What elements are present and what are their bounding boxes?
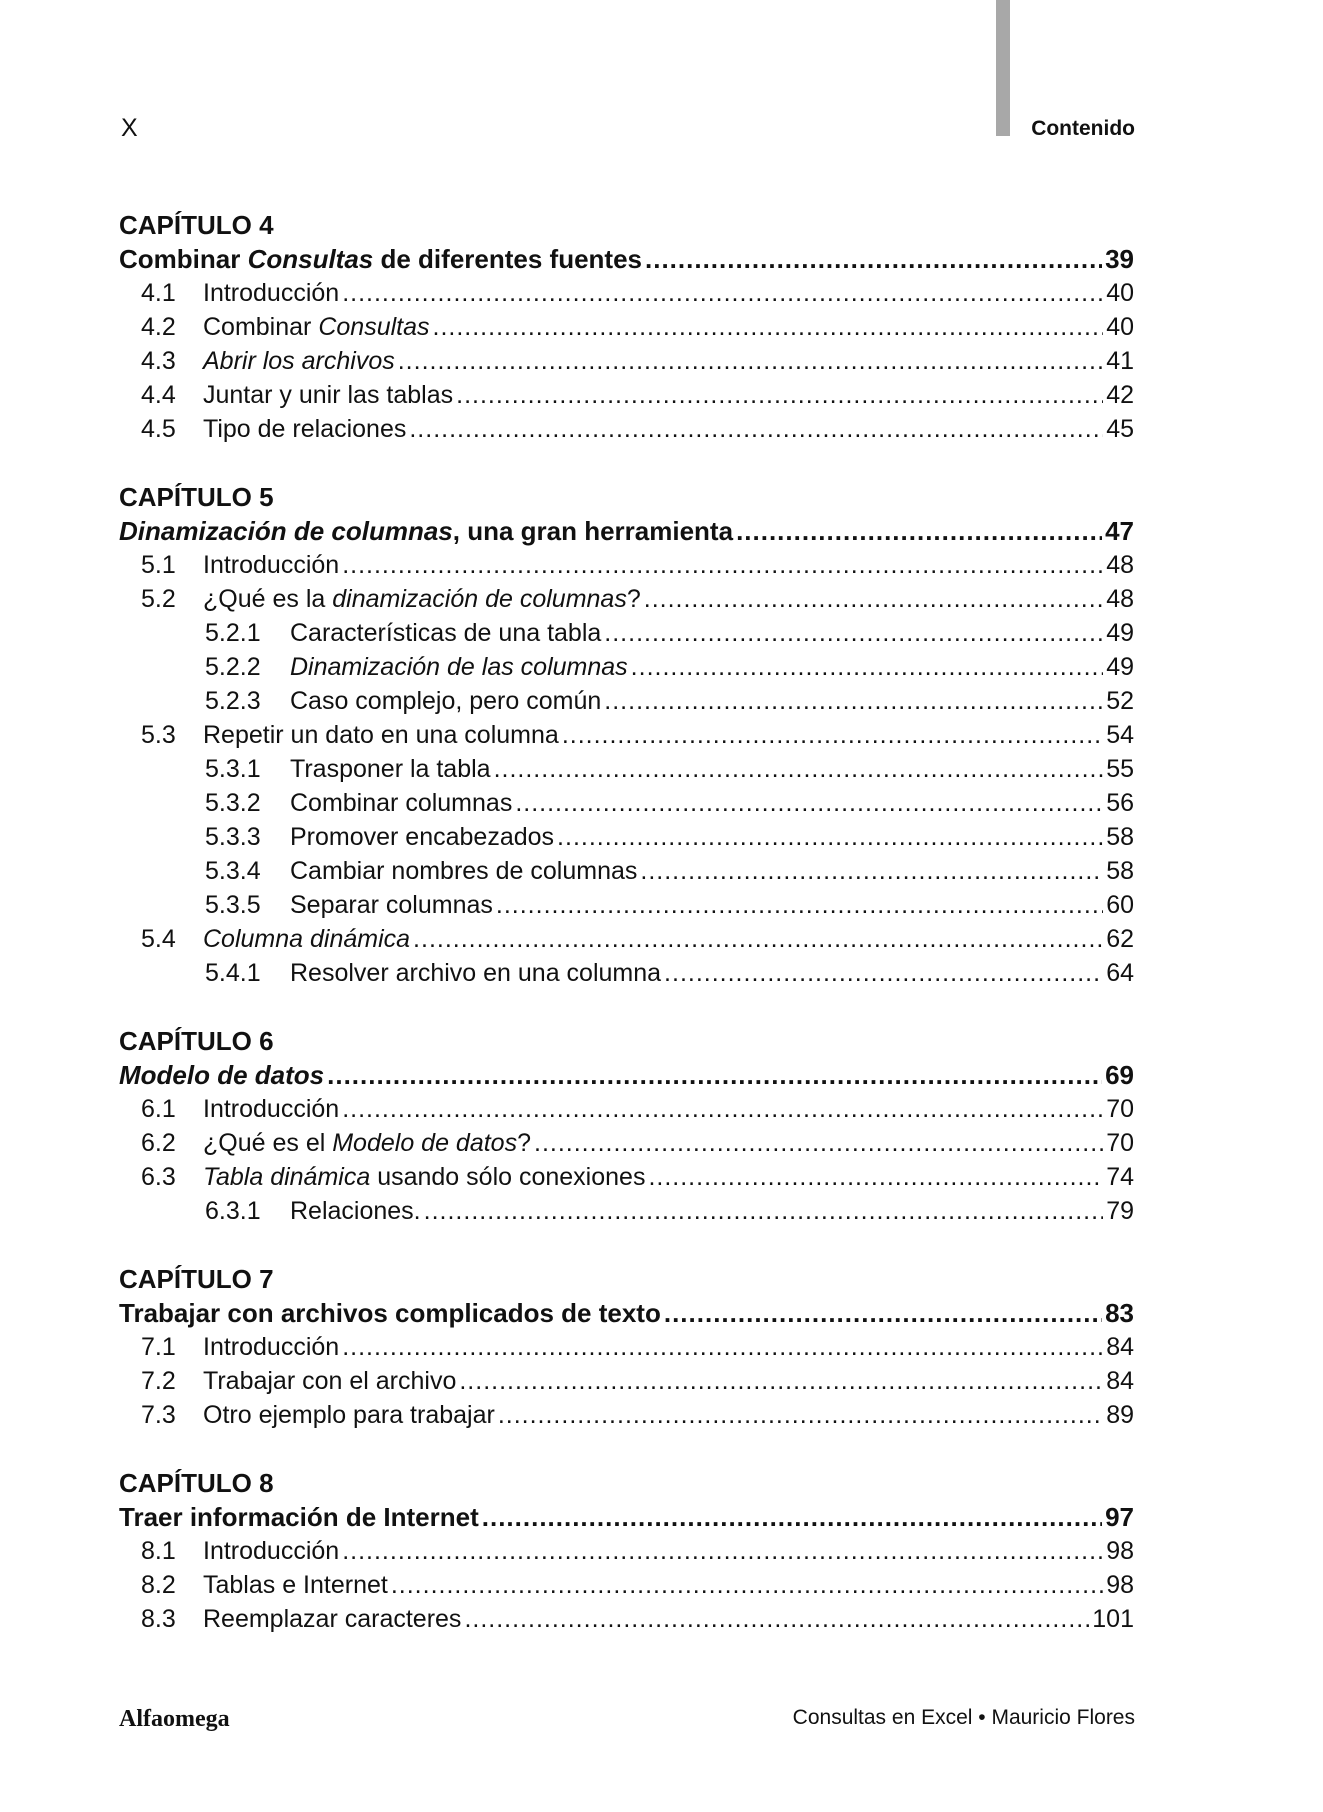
toc-entry bbox=[119, 1568, 1134, 1602]
entry-title bbox=[119, 1058, 324, 1092]
toc-entry bbox=[119, 1398, 1134, 1432]
entry-title bbox=[203, 412, 406, 446]
section-number: 5.2.2 bbox=[205, 653, 261, 681]
title-text: Tablas e Internet bbox=[203, 1571, 388, 1599]
title-text: ¿Qué es el bbox=[203, 1129, 333, 1157]
toc-entry bbox=[119, 412, 1134, 446]
dot-leader bbox=[459, 1364, 1103, 1398]
page-edge-tab bbox=[996, 0, 1010, 136]
section-number: 5.4 bbox=[141, 925, 176, 953]
dot-leader bbox=[456, 378, 1103, 412]
title-text-after: ? bbox=[517, 1129, 531, 1157]
dot-leader bbox=[664, 1296, 1102, 1330]
section-number: 8.3 bbox=[141, 1605, 176, 1633]
section-number: 6.1 bbox=[141, 1095, 176, 1123]
dot-leader bbox=[342, 1330, 1103, 1364]
entry-title bbox=[290, 956, 661, 990]
dot-leader bbox=[631, 650, 1104, 684]
dot-leader bbox=[433, 310, 1104, 344]
page-ref: 98 bbox=[1106, 1571, 1134, 1599]
entry-title bbox=[119, 1296, 661, 1330]
page-ref: 60 bbox=[1106, 891, 1134, 919]
page-ref: 84 bbox=[1106, 1333, 1134, 1361]
page-ref: 89 bbox=[1106, 1401, 1134, 1429]
title-text-after: usando sólo conexiones bbox=[370, 1163, 646, 1191]
dot-leader bbox=[464, 1602, 1089, 1636]
section-number: 7.3 bbox=[141, 1401, 176, 1429]
section-number: 5.2.3 bbox=[205, 687, 261, 715]
entry-title bbox=[203, 582, 641, 616]
section-number: 7.1 bbox=[141, 1333, 176, 1361]
section-number: 7.2 bbox=[141, 1367, 176, 1395]
section-number: 4.3 bbox=[141, 347, 176, 375]
chapter-label: CAPÍTULO 4 bbox=[119, 210, 274, 240]
page-ref: 52 bbox=[1106, 687, 1134, 715]
title-text: Separar columnas bbox=[290, 891, 493, 919]
dot-leader bbox=[424, 1194, 1104, 1228]
chapter-block bbox=[119, 208, 1134, 446]
section-number: 5.3 bbox=[141, 721, 176, 749]
dot-leader bbox=[644, 582, 1103, 616]
title-text: Introducción bbox=[203, 1537, 340, 1565]
dot-leader bbox=[342, 276, 1103, 310]
dot-leader bbox=[604, 616, 1103, 650]
table-of-contents bbox=[119, 208, 1134, 1670]
title-italic: Tabla dinámica bbox=[203, 1163, 371, 1191]
section-number: 4.2 bbox=[141, 313, 176, 341]
dot-leader bbox=[496, 888, 1103, 922]
dot-leader bbox=[413, 922, 1103, 956]
dot-leader bbox=[604, 684, 1103, 718]
chapter-block bbox=[119, 1262, 1134, 1432]
section-number: 6.3 bbox=[141, 1163, 176, 1191]
page-ref: 70 bbox=[1106, 1095, 1134, 1123]
title-text: Trasponer la tabla bbox=[290, 755, 491, 783]
entry-title bbox=[203, 1534, 339, 1568]
page-ref: 47 bbox=[1105, 516, 1134, 546]
title-italic: Modelo de datos bbox=[332, 1129, 518, 1157]
entry-title bbox=[203, 1364, 456, 1398]
title-text-after: ? bbox=[626, 585, 641, 613]
entry-title bbox=[290, 786, 512, 820]
page-number: X bbox=[121, 114, 139, 142]
title-text: Relaciones. bbox=[290, 1197, 421, 1225]
section-number: 5.3.1 bbox=[205, 755, 261, 783]
entry-title bbox=[119, 242, 642, 276]
dot-leader bbox=[409, 412, 1103, 446]
section-number: 5.3.3 bbox=[205, 823, 261, 851]
page-ref: 64 bbox=[1106, 959, 1134, 987]
dot-leader bbox=[648, 1160, 1103, 1194]
page-ref: 101 bbox=[1092, 1605, 1134, 1633]
entry-title bbox=[203, 718, 559, 752]
dot-leader bbox=[482, 1500, 1102, 1534]
entry-title bbox=[203, 1330, 339, 1364]
title-text: Tipo de relaciones bbox=[203, 415, 407, 443]
chapter-block bbox=[119, 1024, 1134, 1228]
toc-entry bbox=[119, 276, 1134, 310]
page-ref: 98 bbox=[1106, 1537, 1134, 1565]
chapter-title-row bbox=[119, 1296, 1134, 1330]
toc-entry bbox=[119, 1534, 1134, 1568]
toc-entry bbox=[119, 956, 1134, 990]
entry-title bbox=[203, 548, 339, 582]
page-ref: 49 bbox=[1106, 619, 1134, 647]
page-ref: 45 bbox=[1106, 415, 1134, 443]
toc-entry bbox=[119, 616, 1134, 650]
page-ref: 49 bbox=[1106, 653, 1134, 681]
title-italic: Consultas bbox=[318, 313, 430, 341]
section-number: 4.5 bbox=[141, 415, 176, 443]
entry-title bbox=[203, 1092, 339, 1126]
entry-title bbox=[203, 922, 410, 956]
book-credit: Consultas en Excel • Mauricio Flores bbox=[792, 1706, 1135, 1729]
title-text: Trabajar con archivos complicados de texto bbox=[119, 1298, 661, 1328]
entry-title bbox=[290, 820, 554, 854]
title-text: Caso complejo, pero común bbox=[290, 687, 602, 715]
title-italic: dinamización de columnas bbox=[332, 585, 627, 613]
page-ref: 40 bbox=[1106, 279, 1134, 307]
entry-title bbox=[119, 1500, 479, 1534]
toc-entry bbox=[119, 1330, 1134, 1364]
dot-leader bbox=[515, 786, 1103, 820]
section-number: 4.1 bbox=[141, 279, 176, 307]
entry-title bbox=[290, 684, 601, 718]
entry-title bbox=[203, 310, 430, 344]
toc-entry bbox=[119, 310, 1134, 344]
dot-leader bbox=[342, 548, 1103, 582]
entry-title bbox=[203, 344, 395, 378]
page-ref: 62 bbox=[1106, 925, 1134, 953]
dot-leader bbox=[342, 1092, 1103, 1126]
section-number: 8.1 bbox=[141, 1537, 176, 1565]
title-text: Resolver archivo en una columna bbox=[290, 959, 662, 987]
dot-leader bbox=[664, 956, 1103, 990]
page-ref: 42 bbox=[1106, 381, 1134, 409]
title-text: Combinar columnas bbox=[290, 789, 513, 817]
chapter-block bbox=[119, 1466, 1134, 1636]
title-text: Introducción bbox=[203, 551, 340, 579]
entry-title bbox=[203, 276, 339, 310]
section-number: 5.3.4 bbox=[205, 857, 261, 885]
running-header: Contenido bbox=[1031, 117, 1135, 140]
dot-leader bbox=[391, 1568, 1103, 1602]
toc-entry bbox=[119, 718, 1134, 752]
title-italic: Modelo de datos bbox=[119, 1060, 325, 1090]
entry-title bbox=[119, 514, 733, 548]
entry-title bbox=[203, 1568, 388, 1602]
entry-title bbox=[290, 752, 491, 786]
section-number: 6.2 bbox=[141, 1129, 176, 1157]
title-text: Combinar bbox=[203, 313, 319, 341]
chapter-title-row bbox=[119, 1058, 1134, 1092]
toc-entry bbox=[119, 1126, 1134, 1160]
section-number: 5.2.1 bbox=[205, 619, 261, 647]
page-ref: 58 bbox=[1106, 823, 1134, 851]
entry-title bbox=[203, 1126, 531, 1160]
toc-entry bbox=[119, 854, 1134, 888]
section-number: 8.2 bbox=[141, 1571, 176, 1599]
title-text: Trabajar con el archivo bbox=[203, 1367, 457, 1395]
dot-leader bbox=[398, 344, 1103, 378]
toc-entry bbox=[119, 922, 1134, 956]
title-text: Reemplazar caracteres bbox=[203, 1605, 462, 1633]
page-ref: 69 bbox=[1105, 1060, 1134, 1090]
dot-leader bbox=[534, 1126, 1103, 1160]
entry-title bbox=[290, 854, 637, 888]
page-ref: 83 bbox=[1105, 1298, 1134, 1328]
toc-entry bbox=[119, 344, 1134, 378]
toc-entry bbox=[119, 1364, 1134, 1398]
chapter-title-row bbox=[119, 1500, 1134, 1534]
title-text: Introducción bbox=[203, 279, 340, 307]
title-text-after: de diferentes fuentes bbox=[373, 244, 642, 274]
title-text: Repetir un dato en una columna bbox=[203, 721, 559, 749]
toc-entry bbox=[119, 1602, 1134, 1636]
toc-entry bbox=[119, 378, 1134, 412]
toc-entry bbox=[119, 548, 1134, 582]
entry-title bbox=[290, 650, 628, 684]
toc-entry bbox=[119, 786, 1134, 820]
dot-leader bbox=[498, 1398, 1103, 1432]
publisher-logo: Alfaomega bbox=[119, 1706, 230, 1732]
entry-title bbox=[203, 378, 453, 412]
chapter-label: CAPÍTULO 8 bbox=[119, 1468, 274, 1498]
title-text: Introducción bbox=[203, 1333, 340, 1361]
page-ref: 84 bbox=[1106, 1367, 1134, 1395]
page-ref: 40 bbox=[1106, 313, 1134, 341]
section-number: 5.3.2 bbox=[205, 789, 261, 817]
title-text: Juntar y unir las tablas bbox=[203, 381, 454, 409]
title-italic: Dinamización de las columnas bbox=[290, 653, 628, 681]
toc-entry bbox=[119, 1194, 1134, 1228]
section-number: 5.2 bbox=[141, 585, 176, 613]
title-text: Introducción bbox=[203, 1095, 340, 1123]
dot-leader bbox=[342, 1534, 1103, 1568]
title-text: Otro ejemplo para trabajar bbox=[203, 1401, 495, 1429]
dot-leader bbox=[327, 1058, 1102, 1092]
dot-leader bbox=[640, 854, 1103, 888]
page-ref: 54 bbox=[1106, 721, 1134, 749]
toc-entry bbox=[119, 582, 1134, 616]
title-italic: Abrir los archivos bbox=[203, 347, 395, 375]
section-number: 5.4.1 bbox=[205, 959, 261, 987]
section-number: 4.4 bbox=[141, 381, 176, 409]
toc-entry bbox=[119, 888, 1134, 922]
title-text-after: , una gran herramienta bbox=[452, 516, 734, 546]
toc-entry bbox=[119, 1092, 1134, 1126]
page-ref: 39 bbox=[1105, 244, 1134, 274]
page-ref: 48 bbox=[1106, 551, 1134, 579]
page-ref: 79 bbox=[1106, 1197, 1134, 1225]
toc-entry bbox=[119, 752, 1134, 786]
title-text: Combinar bbox=[119, 244, 248, 274]
title-text: Características de una tabla bbox=[290, 619, 602, 647]
chapter-label: CAPÍTULO 5 bbox=[119, 482, 274, 512]
title-italic: Columna dinámica bbox=[203, 925, 411, 953]
section-number: 5.3.5 bbox=[205, 891, 261, 919]
page-ref: 74 bbox=[1106, 1163, 1134, 1191]
toc-entry bbox=[119, 650, 1134, 684]
dot-leader bbox=[562, 718, 1103, 752]
toc-entry bbox=[119, 820, 1134, 854]
dot-leader bbox=[645, 242, 1102, 276]
page-ref: 48 bbox=[1106, 585, 1134, 613]
chapter-title-row bbox=[119, 514, 1134, 548]
page-ref: 55 bbox=[1106, 755, 1134, 783]
title-text: ¿Qué es la bbox=[203, 585, 333, 613]
title-italic: Consultas bbox=[247, 244, 374, 274]
dot-leader bbox=[494, 752, 1104, 786]
page-ref: 56 bbox=[1106, 789, 1134, 817]
title-text: Cambiar nombres de columnas bbox=[290, 857, 638, 885]
page-ref: 70 bbox=[1106, 1129, 1134, 1157]
toc-entry bbox=[119, 684, 1134, 718]
chapter-label: CAPÍTULO 6 bbox=[119, 1026, 274, 1056]
page-ref: 58 bbox=[1106, 857, 1134, 885]
title-text: Promover encabezados bbox=[290, 823, 555, 851]
page-ref: 97 bbox=[1105, 1502, 1134, 1532]
entry-title bbox=[203, 1398, 495, 1432]
entry-title bbox=[203, 1160, 645, 1194]
entry-title bbox=[290, 616, 601, 650]
title-text: Traer información de Internet bbox=[119, 1502, 479, 1532]
section-number: 6.3.1 bbox=[205, 1197, 261, 1225]
toc-entry bbox=[119, 1160, 1134, 1194]
section-number: 5.1 bbox=[141, 551, 176, 579]
entry-title bbox=[203, 1602, 461, 1636]
chapter-label: CAPÍTULO 7 bbox=[119, 1264, 274, 1294]
page-ref: 41 bbox=[1106, 347, 1134, 375]
chapter-title-row bbox=[119, 242, 1134, 276]
chapter-block bbox=[119, 480, 1134, 990]
entry-title bbox=[290, 888, 493, 922]
entry-title bbox=[290, 1194, 421, 1228]
dot-leader bbox=[557, 820, 1103, 854]
title-italic: Dinamización de columnas bbox=[119, 516, 453, 546]
dot-leader bbox=[736, 514, 1102, 548]
